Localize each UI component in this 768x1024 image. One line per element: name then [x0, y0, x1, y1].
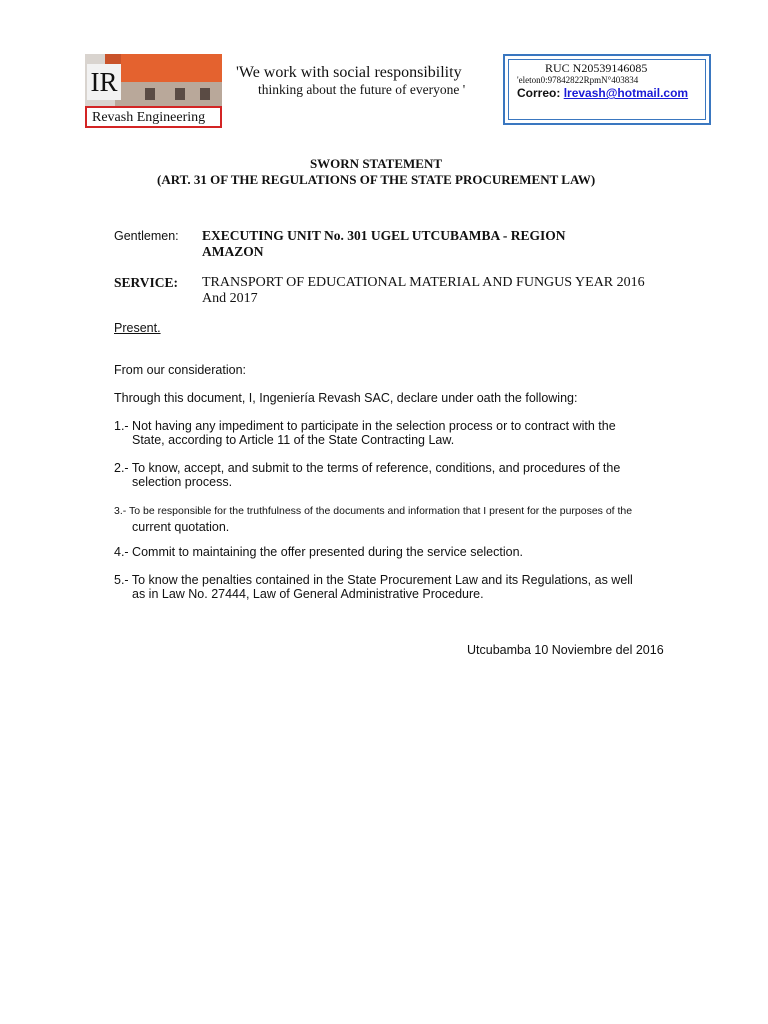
declaration-item-5 [114, 573, 654, 601]
item-2-line-2: selection process. [132, 475, 233, 489]
declaration-item-1 [114, 419, 654, 447]
item-1-line-1: 1.- Not having any impediment to participate in the selection process or to contract with the [114, 419, 616, 433]
phone-number: 'eleton0:97842822RpmN°403834 [517, 75, 639, 85]
gentlemen-label: Gentlemen: [114, 229, 179, 243]
email-link[interactable]: lrevash@hotmail.com [563, 86, 689, 100]
service-value-line-1: TRANSPORT OF EDUCATIONAL MATERIAL AND FUNGUS YEAR 2016 [202, 275, 645, 290]
document-subtitle: (ART. 31 OF THE REGULATIONS OF THE STATE PROCUREMENT LAW) [157, 172, 596, 187]
declaration-item-3 [114, 503, 674, 534]
declaration-item-4 [114, 545, 654, 559]
document-title: SWORN STATEMENT [309, 156, 443, 171]
item-3-line-1: 3.- To be responsible for the truthfulness of the documents and information that I present for the purposes of the [114, 505, 633, 517]
email-line [517, 86, 688, 100]
intro-text: Through this document, I, Ingeniería Revash SAC, declare under oath the following: [114, 391, 578, 405]
item-5-line-2: as in Law No. 27444, Law of General Administrative Procedure. [132, 587, 484, 601]
contact-box [503, 54, 711, 125]
place-date: Utcubamba 10 Noviembre del 2016 [467, 643, 664, 657]
logo-initials: IR [87, 64, 121, 100]
logo-name: Revash Engineering [85, 106, 222, 128]
consideration-text: From our consideration: [114, 363, 247, 377]
building-photo [85, 54, 222, 106]
present-text: Present. [114, 321, 161, 335]
declaration-item-2 [114, 461, 654, 489]
email-label: Correo: [517, 86, 561, 100]
item-3-line-2: current quotation. [132, 520, 230, 534]
slogan-line-2: thinking about the future of everyone ' [258, 82, 466, 97]
gentlemen-value-line-1: EXECUTING UNIT No. 301 UGEL UTCUBAMBA - REGION [202, 228, 566, 243]
item-2-line-1: 2.- To know, accept, and submit to the terms of reference, conditions, and procedures of the [114, 461, 621, 475]
service-value [202, 275, 645, 307]
service-value-line-2: And 2017 [202, 291, 258, 306]
item-1-line-2: State, according to Article 11 of the State Contracting Law. [132, 433, 455, 447]
gentlemen-value-line-2: AMAZON [202, 244, 264, 259]
item-5-line-1: 5.- To know the penalties contained in the State Procurement Law and its Regulations, as well [114, 573, 633, 587]
service-label: SERVICE: [114, 275, 179, 290]
slogan-line-1: 'We work with social responsibility [236, 64, 462, 81]
item-4-line-1: 4.- Commit to maintaining the offer presented during the service selection. [114, 545, 524, 559]
company-logo [85, 54, 222, 128]
ruc-number: RUC N20539146085 [545, 61, 648, 75]
gentlemen-value [202, 228, 566, 260]
